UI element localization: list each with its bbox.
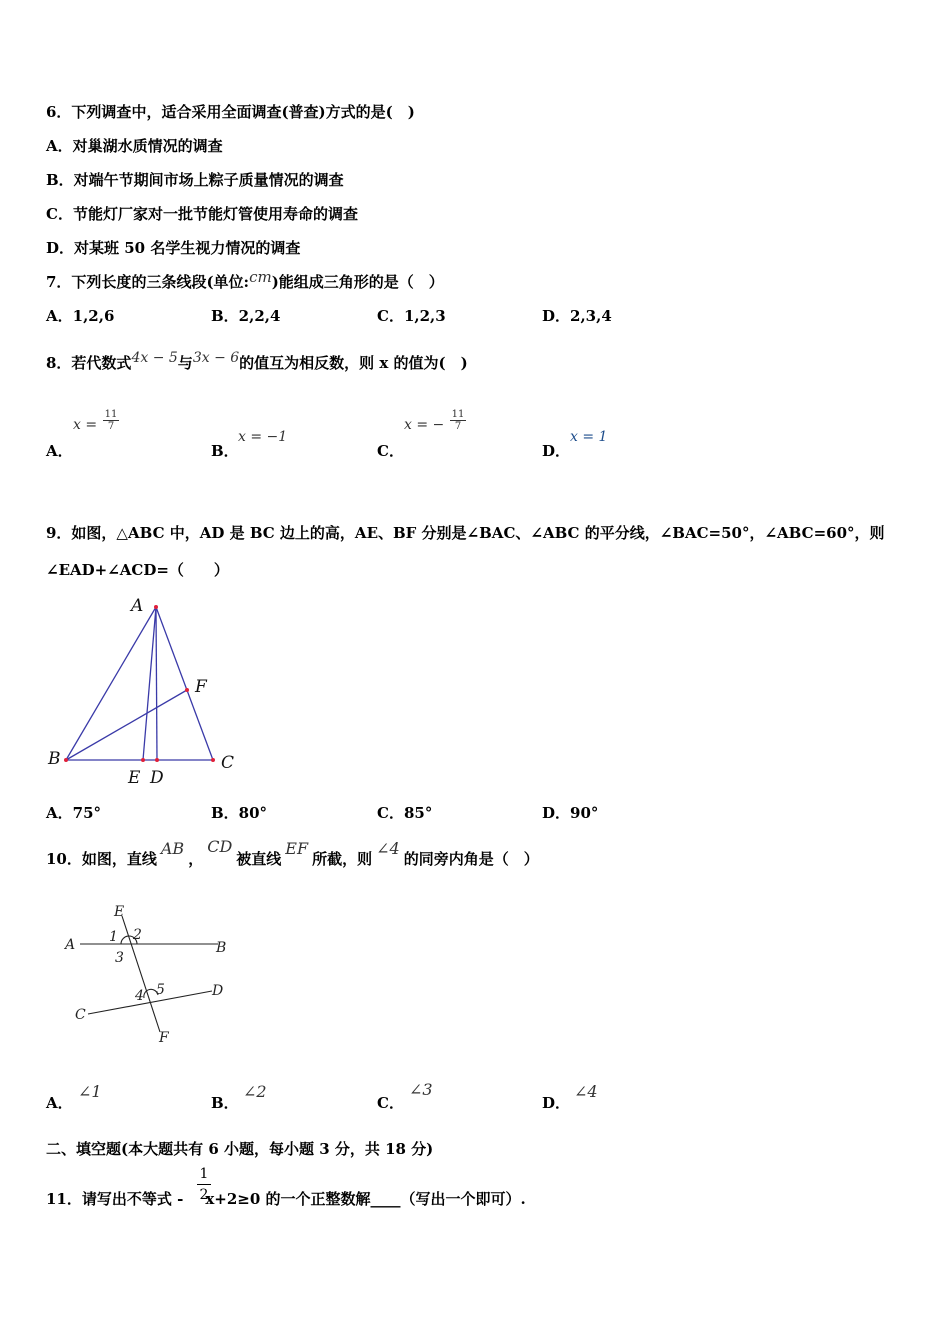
q8-option-c-fraction — [450, 409, 466, 432]
q11-numerator: 1 — [199, 1166, 209, 1182]
q9-label-b: B — [48, 749, 61, 769]
q10-label-b-option: B． — [211, 1094, 239, 1112]
q7-unit: cm — [249, 268, 272, 286]
q9-point-a — [154, 605, 158, 609]
q8-expr1: 4x − 5 — [131, 350, 178, 366]
q8-option-a-lhs: x = — [73, 417, 98, 433]
q11-denominator: 2 — [197, 1184, 211, 1205]
q10-parallel-lines-figure — [60, 900, 240, 1050]
q10-stem-mid2: 所截，则 — [312, 850, 373, 868]
q10-option-c: ∠3 — [409, 1080, 433, 1099]
q10-stem — [46, 837, 539, 868]
q6-option-d: D．对某班 50 名学生视力情况的调查 — [46, 239, 301, 257]
q7-option-c: C．1,2,3 — [377, 307, 446, 325]
q8-label-d: D． — [542, 442, 571, 460]
q10-label-5: 5 — [156, 982, 165, 998]
q8-option-b: x = −1 — [238, 429, 288, 445]
q10-label-a-option: A． — [46, 1094, 73, 1112]
q10-line-ef: EF — [285, 839, 309, 858]
q10-option-b: ∠2 — [243, 1082, 267, 1101]
q8-stem-start: 8．若代数式 — [46, 354, 132, 372]
section-2-title: 二、填空题(本大题共有 6 小题，每小题 3 分，共 18 分) — [46, 1140, 434, 1158]
q9-option-a: A．75° — [46, 804, 102, 822]
q10-comma: ， — [188, 850, 204, 868]
q11-fraction — [197, 1165, 211, 1205]
q7-stem — [46, 268, 444, 291]
q9-option-c: C．85° — [377, 804, 433, 822]
q7-option-a: A．1,2,6 — [46, 307, 115, 325]
q9-stem-line2: ∠EAD+∠ACD=（ ） — [46, 561, 229, 579]
q9-point-d — [155, 758, 159, 762]
q9-segment-ad — [156, 607, 157, 760]
q6-option-c: C．节能灯厂家对一批节能灯管使用寿命的调查 — [46, 205, 358, 223]
q11-stem-start: 11．请写出不等式 - — [46, 1190, 184, 1208]
q10-label-c-option: C． — [377, 1094, 404, 1112]
q10-stem-end: 的同旁内角是（ ） — [403, 850, 539, 868]
q10-label-3: 3 — [115, 950, 124, 966]
q10-label-2: 2 — [133, 927, 142, 943]
q10-label-e: E — [114, 904, 125, 920]
q9-point-b — [64, 758, 68, 762]
q7-stem-end: )能组成三角形的是（ ） — [271, 273, 444, 291]
q10-label-c: C — [75, 1007, 86, 1023]
q6-option-a: A．对巢湖水质情况的调查 — [46, 137, 223, 155]
q9-label-e: E — [128, 768, 141, 788]
q9-stem-line1: 9．如图，△ABC 中，AD 是 BC 边上的高，AE、BF 分别是∠BAC、∠ABC 的平分线，∠BAC=50°，∠ABC=60°，则 — [46, 524, 885, 542]
q9-segment-bf — [66, 690, 187, 760]
q10-label-f: F — [159, 1030, 169, 1046]
q10-label-b: B — [216, 940, 227, 956]
q7-option-d: D．2,3,4 — [542, 307, 612, 325]
q11-stem-end: x+2≥0 的一个正整数解____（写出一个即可）. — [205, 1190, 526, 1208]
q6-stem: 6．下列调查中，适合采用全面调查(普查)方式的是( ) — [46, 103, 415, 121]
q8-option-c-lhs: x = − — [404, 417, 445, 433]
q10-stem-mid1: 被直线 — [236, 850, 282, 868]
q9-label-c: C — [221, 753, 235, 773]
q7-option-b: B．2,2,4 — [211, 307, 281, 325]
q8-stem — [46, 350, 468, 373]
q7-stem-start: 7．下列长度的三条线段(单位: — [46, 273, 250, 291]
q9-label-f: F — [195, 677, 207, 697]
q10-label-4: 4 — [135, 988, 144, 1004]
q8-stem-end: 的值互为相反数，则 x 的值为( ) — [239, 354, 468, 372]
q8-label-b: B． — [211, 442, 239, 460]
q10-line-ab: AB — [160, 839, 185, 858]
q9-point-c — [211, 758, 215, 762]
q9-label-a: A — [131, 596, 144, 616]
q10-option-d: ∠4 — [574, 1082, 598, 1101]
q11-stem — [46, 1190, 526, 1208]
q8-option-a-denominator: 7 — [103, 420, 119, 432]
q8-option-c-numerator: 11 — [451, 409, 465, 420]
q8-label-a: A． — [46, 442, 73, 460]
q10-label-a: A — [65, 937, 76, 953]
q10-label-d-option: D． — [542, 1094, 571, 1112]
q10-option-a: ∠1 — [78, 1082, 102, 1101]
q10-angle-4: ∠4 — [376, 839, 400, 858]
q8-option-c-denominator: 7 — [450, 420, 466, 432]
q9-option-d: D．90° — [542, 804, 599, 822]
q8-expr2: 3x − 6 — [192, 350, 240, 366]
q9-point-f — [185, 688, 189, 692]
q8-option-a-numerator: 11 — [104, 409, 118, 420]
q8-label-c: C． — [377, 442, 404, 460]
q10-line-cd: CD — [207, 837, 233, 856]
q8-stem-mid: 与 — [177, 354, 193, 372]
q8-option-a-fraction — [103, 409, 119, 432]
q9-triangle-figure — [40, 592, 250, 792]
q9-option-b: B．80° — [211, 804, 268, 822]
q9-label-d: D — [150, 768, 164, 788]
q10-stem-start: 10．如图，直线 — [46, 850, 157, 868]
q10-label-1: 1 — [109, 929, 118, 945]
q9-segment-ae — [143, 607, 156, 760]
q9-point-e — [141, 758, 145, 762]
q9-side-ab — [66, 607, 156, 760]
q10-label-d: D — [212, 983, 224, 999]
q8-option-d: x = 1 — [570, 429, 608, 445]
q6-option-b: B．对端午节期间市场上粽子质量情况的调查 — [46, 171, 344, 189]
